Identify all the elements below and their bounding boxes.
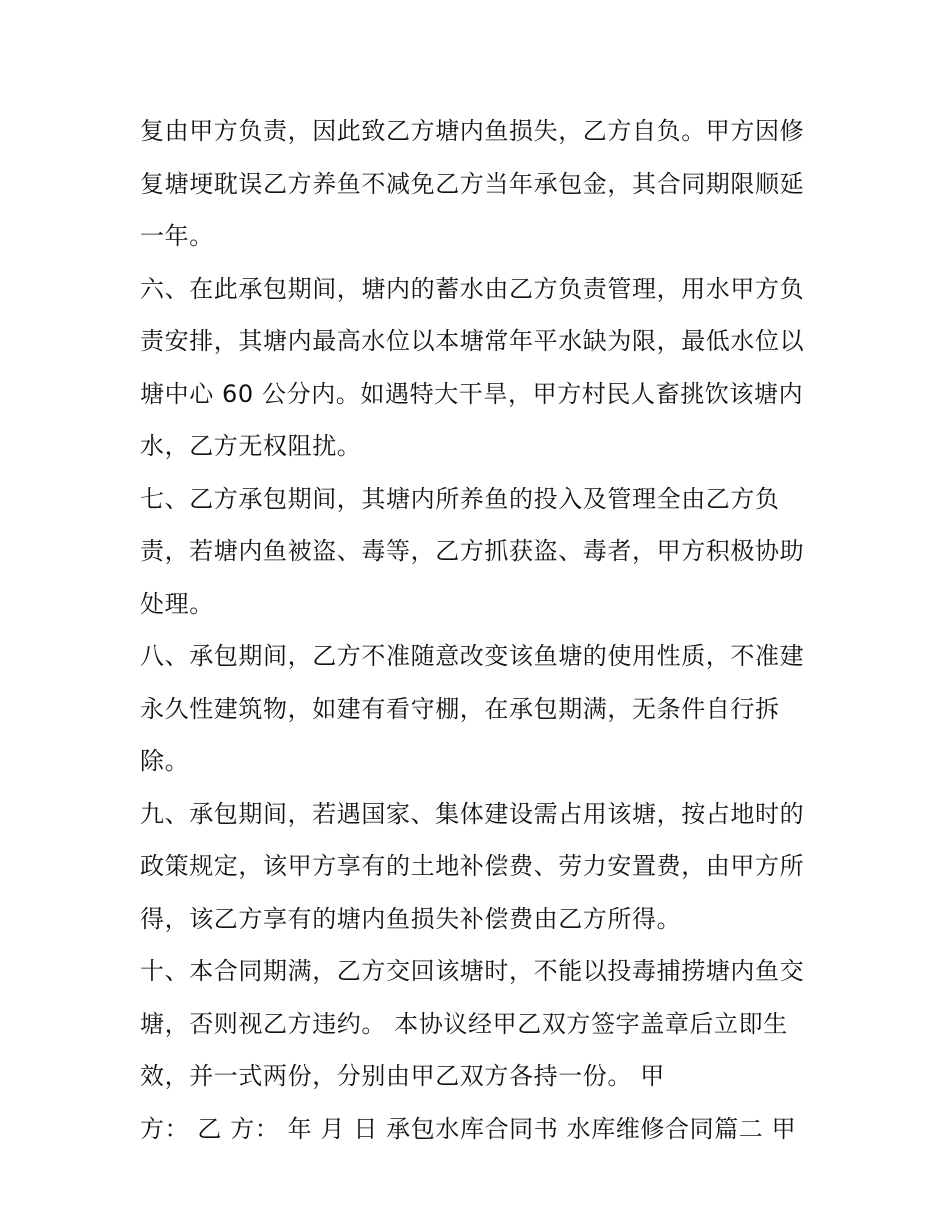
text-line: 塘，否则视乙方违约。 本协议经甲乙双方签字盖章后立即生	[140, 1009, 788, 1038]
signature-line: 方： 乙 方： 年 月 日 承包水库合同书 水库维修合同篇二 甲	[140, 1114, 797, 1143]
text-line: 政策规定，该甲方享有的土地补偿费、劳力安置费，由甲方所	[140, 852, 805, 880]
text-line: 除。	[140, 747, 190, 775]
clause-8-line: 八、承包期间，乙方不准随意改变该鱼塘的使用性质，不准建	[140, 642, 805, 670]
text-line: 责，若塘内鱼被盗、毒等，乙方抓获盗、毒者，甲方积极协助	[140, 537, 805, 565]
text-line: 复由甲方负责，因此致乙方塘内鱼损失，乙方自负。甲方因修	[140, 117, 805, 145]
clause-7-line: 七、乙方承包期间，其塘内所养鱼的投入及管理全由乙方负	[140, 484, 780, 513]
text-line: 责安排，其塘内最高水位以本塘常年平水缺为限，最低水位以	[140, 327, 805, 355]
text-line: 水，乙方无权阻扰。	[140, 432, 362, 460]
clause-10-line: 十、本合同期满，乙方交回该塘时，不能以投毒捕捞塘内鱼交	[140, 957, 805, 985]
text-line: 得，该乙方享有的塘内鱼损失补偿费由乙方所得。	[140, 904, 682, 933]
text-line: 复塘埂耽误乙方养鱼不减免乙方当年承包金，其合同期限顺延	[140, 169, 805, 198]
text-line: 永久性建筑物，如建有看守棚，在承包期满，无条件自行拆	[140, 694, 780, 723]
text-line: 一年。	[140, 222, 214, 250]
text-line: 效，并一式两份，分别由甲乙双方各持一份。 甲	[140, 1062, 665, 1090]
text-line: 处理。	[140, 589, 214, 618]
clause-9-line: 九、承包期间，若遇国家、集体建设需占用该塘，按占地时的	[140, 799, 805, 828]
contract-body-text	[140, 105, 820, 1155]
clause-6-line: 六、在此承包期间，塘内的蓄水由乙方负责管理，用水甲方负	[140, 274, 805, 303]
text-line: 塘中心 60 公分内。如遇特大干旱，甲方村民人畜挑饮该塘内	[140, 379, 804, 408]
